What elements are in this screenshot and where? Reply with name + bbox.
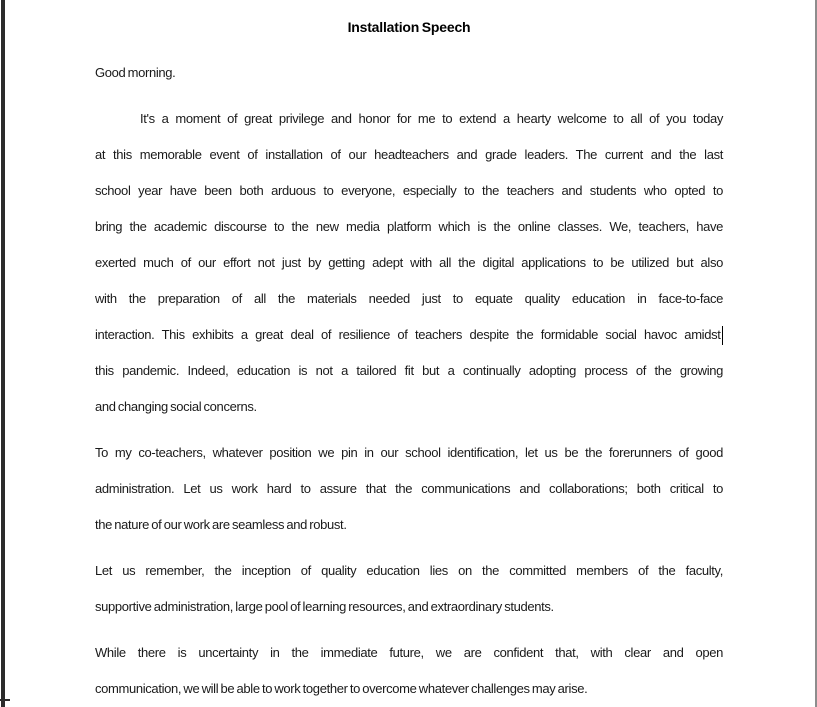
document-text-area[interactable] [95,9,723,707]
text-line: bring the academic discourse to the new media platform which is the online classes. We, teachers, have [95,219,723,234]
text-line: Let us remember, the inception of quality education lies on the committed members of the faculty, [95,563,723,578]
text-line: To my co-teachers, whatever position we pin in our school identification, let us be the forerunners of good [95,445,723,460]
text-line: communication, we will be able to work together to overcome whatever challenges may arise. [95,681,588,696]
paragraph-body-3 [95,553,723,625]
document-body [95,55,723,707]
page-right-border [815,0,817,707]
text-line: It's a moment of great privilege and honor for me to extend a hearty welcome to all of you today [140,111,723,126]
text-line: Good morning. [95,65,176,80]
text-line: at this memorable event of installation of our headteachers and grade leaders. The current and the last [95,147,723,162]
text-line: the nature of our work are seamless and robust. [95,517,347,532]
text-line: and changing social concerns. [95,399,257,414]
paragraph-body-2 [95,435,723,543]
text-line: supportive administration, large pool of learning resources, and extraordinary students. [95,599,554,614]
page-bottom-left-border [0,699,10,701]
text-line: interaction. This exhibits a great deal of resilience of teachers despite the formidable social havoc amidst [95,317,723,353]
paragraph-greeting [95,55,723,91]
text-line: with the preparation of all the materials needed just to equate quality education in face-to-face [95,291,723,306]
paragraph-body-4 [95,635,723,707]
text-line: While there is uncertainty in the immediate future, we are confident that, with clear and open [95,645,723,660]
text-line: administration. Let us work hard to assure that the communications and collaborations; both critical to [95,481,723,496]
document-title: Installation Speech [347,19,471,35]
text-line: exerted much of our effort not just by getting adept with all the digital applications to be utilized but also [95,255,723,270]
text-line: this pandemic. Indeed, education is not a tailored fit but a continually adopting process of the growing [95,363,723,378]
text-line: school year have been both arduous to everyone, especially to the teachers and students who opted to [95,183,723,198]
paragraph-body-1 [95,101,723,425]
text-cursor [722,326,724,345]
page-left-border [1,0,5,707]
